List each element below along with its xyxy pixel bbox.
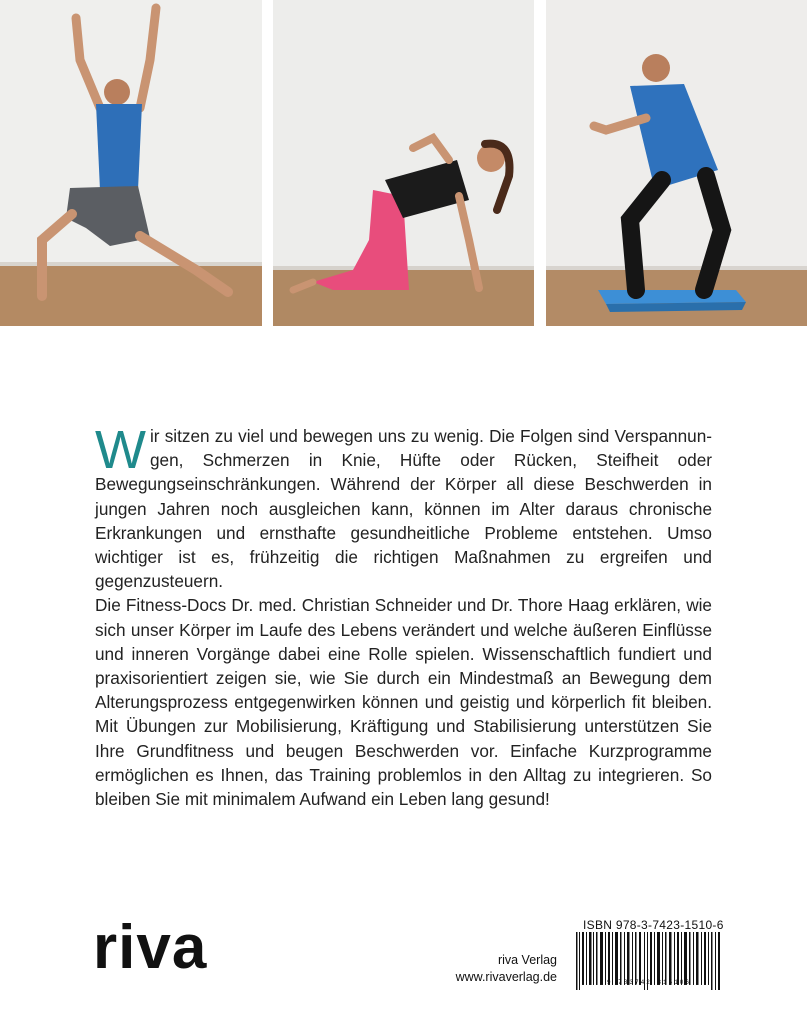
back-cover-blurb <box>95 420 712 811</box>
publisher-name: riva Verlag <box>497 953 557 967</box>
blurb-paragraph-1-text: ir sitzen zu viel und bewegen uns zu wenig. Die Folgen sind Verspannungen, Schmerzen in Knie, Hüfte oder Rücken, Steifheit oder Bewegungseinschränkungen. Während der Körper all diese Beschwerden in jungen Jahren noch ausgleichen kann, können im Alter daraus chronische Erkrankungen und ernsthafte gesundheitliche Probleme entstehen. Umso wichtiger ist es, frühzeitig die richtigen Maßnahmen zu ergreifen und gegenzusteuern. <box>95 426 712 592</box>
woman-kneeling-twist-photo <box>273 0 534 326</box>
riva-logo: riva <box>93 913 208 982</box>
barcode-digits: 9 783742 315106 <box>606 979 691 986</box>
publisher-url: www.rivaverlag.de <box>455 970 557 984</box>
drop-cap: W <box>95 420 146 480</box>
publisher-info <box>440 952 557 986</box>
man-lunge-arms-raised-photo <box>0 0 262 326</box>
blurb-paragraph-1 <box>95 420 712 593</box>
blurb-paragraph-2: Die Fitness-Docs Dr. med. Christian Schneider und Dr. Thore Haag erklären, wie sich unser Körper im Laufe des Lebens verändert und welche äußeren Einflüsse und inneren Vorgänge dabei eine Rolle spielen. Wissenschaftlich fundiert und praxisorientiert zeigen sie, wie Sie durch ein Mindestmaß an Bewegung dem Alterungsprozess entgegenwirken können und geistig und körperlich fit bleiben. Mit Übungen zur Mobilisierung, Kräftigung und Stabilisierung unterstützen Sie Ihre Grundfitness und beugen Beschwerden vor. Einfache Kurzprogramme ermöglichen es Ihnen, das Training problemlos in den Alltag zu integrieren. So bleiben Sie mit minimalem Aufwand ein Leben lang gesund! <box>95 595 712 810</box>
isbn-label: ISBN 978-3-7423-1510-6 <box>583 918 724 932</box>
man-squat-balance-pad-photo <box>546 0 807 326</box>
